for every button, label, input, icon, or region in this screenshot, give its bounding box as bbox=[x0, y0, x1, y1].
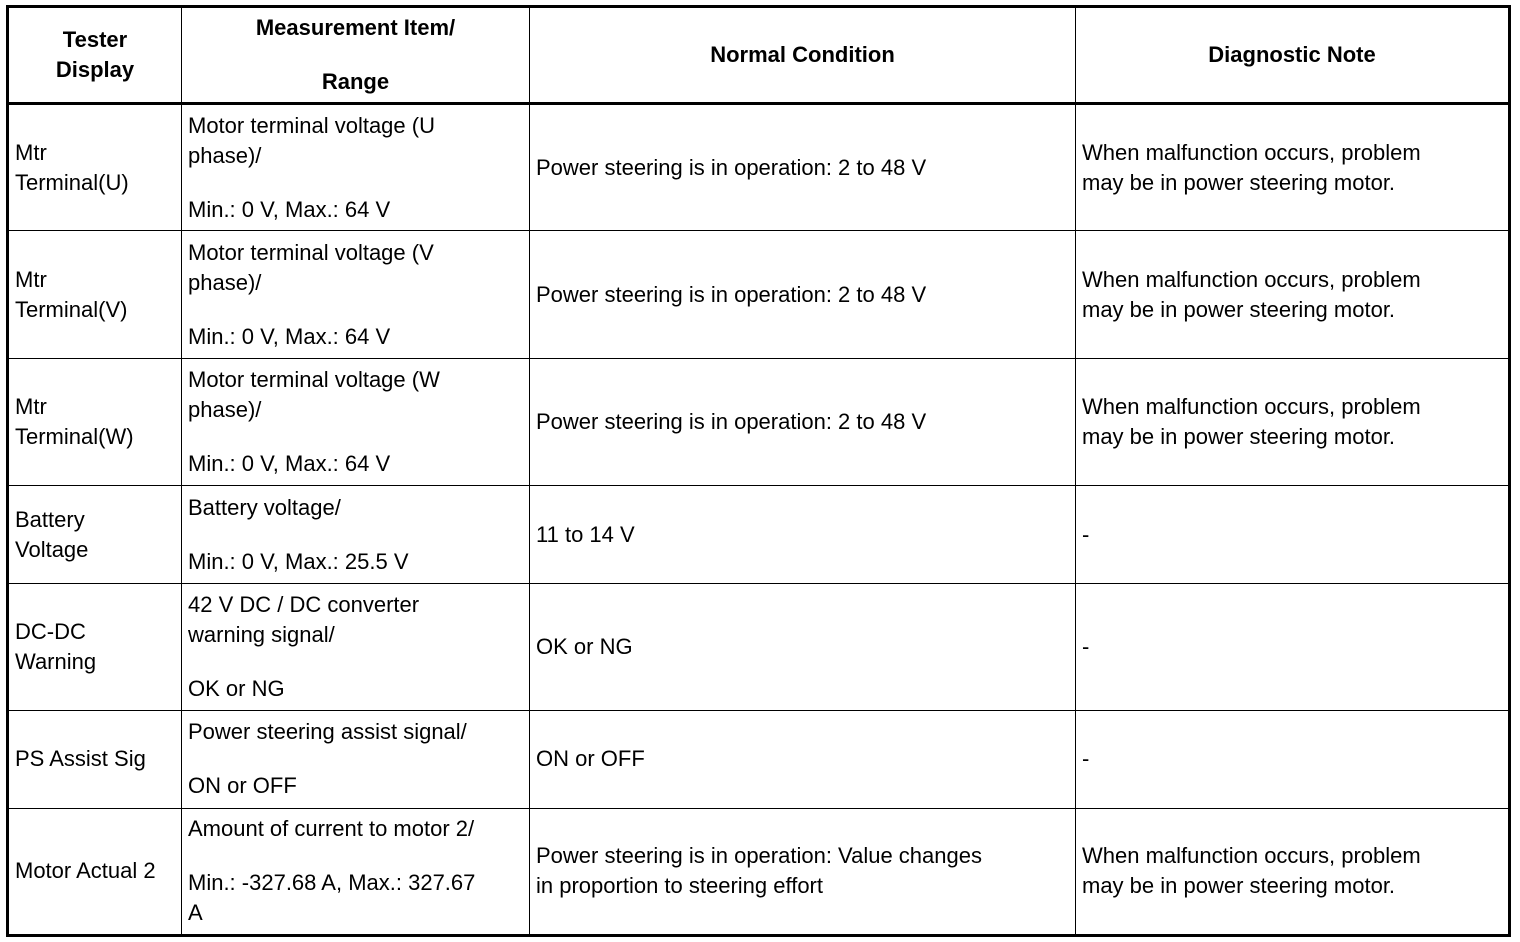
table-row bbox=[8, 711, 1510, 808]
cell-diagnostic-note: When malfunction occurs, problem may be in power steering motor. bbox=[1076, 358, 1510, 485]
cell-measurement-item bbox=[182, 486, 530, 583]
cell-measurement-item bbox=[182, 711, 530, 808]
header-measurement-item-line2: Range bbox=[321, 69, 390, 94]
table-row bbox=[8, 583, 1510, 710]
header-measurement-item bbox=[182, 7, 530, 104]
cell-tester-display: Mtr Terminal(V) bbox=[8, 231, 182, 358]
cell-tester-display: Battery Voltage bbox=[8, 486, 182, 583]
cell-measurement-item bbox=[182, 231, 530, 358]
cell-measurement-item bbox=[182, 358, 530, 485]
measurement-item-text: Motor terminal voltage (U phase)/ bbox=[188, 112, 435, 168]
cell-normal-condition: Power steering is in operation: Value changes in proportion to steering effort bbox=[530, 808, 1076, 936]
measurement-item-text: Battery voltage/ bbox=[188, 494, 341, 520]
cell-tester-display: Mtr Terminal(U) bbox=[8, 104, 182, 231]
table-row bbox=[8, 808, 1510, 936]
cell-measurement-item bbox=[182, 104, 530, 231]
cell-measurement-item bbox=[182, 808, 530, 936]
data-list-table bbox=[6, 5, 1511, 937]
table-row bbox=[8, 104, 1510, 231]
measurement-range-text: Min.: 0 V, Max.: 64 V bbox=[188, 323, 391, 349]
cell-normal-condition: 11 to 14 V bbox=[530, 486, 1076, 583]
header-diagnostic-note: Diagnostic Note bbox=[1076, 7, 1510, 104]
measurement-item-text: 42 V DC / DC converter warning signal/ bbox=[188, 591, 420, 647]
measurement-item-text: Power steering assist signal/ bbox=[188, 719, 467, 745]
measurement-range-text: Min.: 0 V, Max.: 64 V bbox=[188, 196, 391, 222]
measurement-item-text: Amount of current to motor 2/ bbox=[188, 816, 475, 842]
cell-diagnostic-note: When malfunction occurs, problem may be in power steering motor. bbox=[1076, 231, 1510, 358]
measurement-range-text: OK or NG bbox=[188, 675, 285, 701]
cell-tester-display: Mtr Terminal(W) bbox=[8, 358, 182, 485]
cell-diagnostic-note: When malfunction occurs, problem may be in power steering motor. bbox=[1076, 104, 1510, 231]
table-header-row bbox=[8, 7, 1510, 104]
header-normal-condition: Normal Condition bbox=[530, 7, 1076, 104]
cell-tester-display: PS Assist Sig bbox=[8, 711, 182, 808]
measurement-range-text: Min.: 0 V, Max.: 25.5 V bbox=[188, 548, 409, 574]
cell-diagnostic-note: When malfunction occurs, problem may be in power steering motor. bbox=[1076, 808, 1510, 936]
cell-diagnostic-note: - bbox=[1076, 486, 1510, 583]
cell-tester-display: Motor Actual 2 bbox=[8, 808, 182, 936]
cell-normal-condition: OK or NG bbox=[530, 583, 1076, 710]
cell-normal-condition: Power steering is in operation: 2 to 48 V bbox=[530, 104, 1076, 231]
table-row bbox=[8, 486, 1510, 583]
measurement-range-text: Min.: -327.68 A, Max.: 327.67 A bbox=[188, 870, 476, 926]
measurement-range-text: Min.: 0 V, Max.: 64 V bbox=[188, 451, 391, 477]
measurement-item-text: Motor terminal voltage (V phase)/ bbox=[188, 239, 434, 295]
header-measurement-item-line1: Measurement Item/ bbox=[255, 15, 456, 40]
header-tester-display: Tester Display bbox=[8, 7, 182, 104]
cell-diagnostic-note: - bbox=[1076, 583, 1510, 710]
cell-normal-condition: Power steering is in operation: 2 to 48 V bbox=[530, 358, 1076, 485]
cell-normal-condition: Power steering is in operation: 2 to 48 V bbox=[530, 231, 1076, 358]
measurement-item-text: Motor terminal voltage (W phase)/ bbox=[188, 367, 440, 423]
table-row bbox=[8, 231, 1510, 358]
cell-diagnostic-note: - bbox=[1076, 711, 1510, 808]
measurement-range-text: ON or OFF bbox=[188, 773, 297, 799]
cell-tester-display: DC-DC Warning bbox=[8, 583, 182, 710]
table-row bbox=[8, 358, 1510, 485]
cell-normal-condition: ON or OFF bbox=[530, 711, 1076, 808]
cell-measurement-item bbox=[182, 583, 530, 710]
